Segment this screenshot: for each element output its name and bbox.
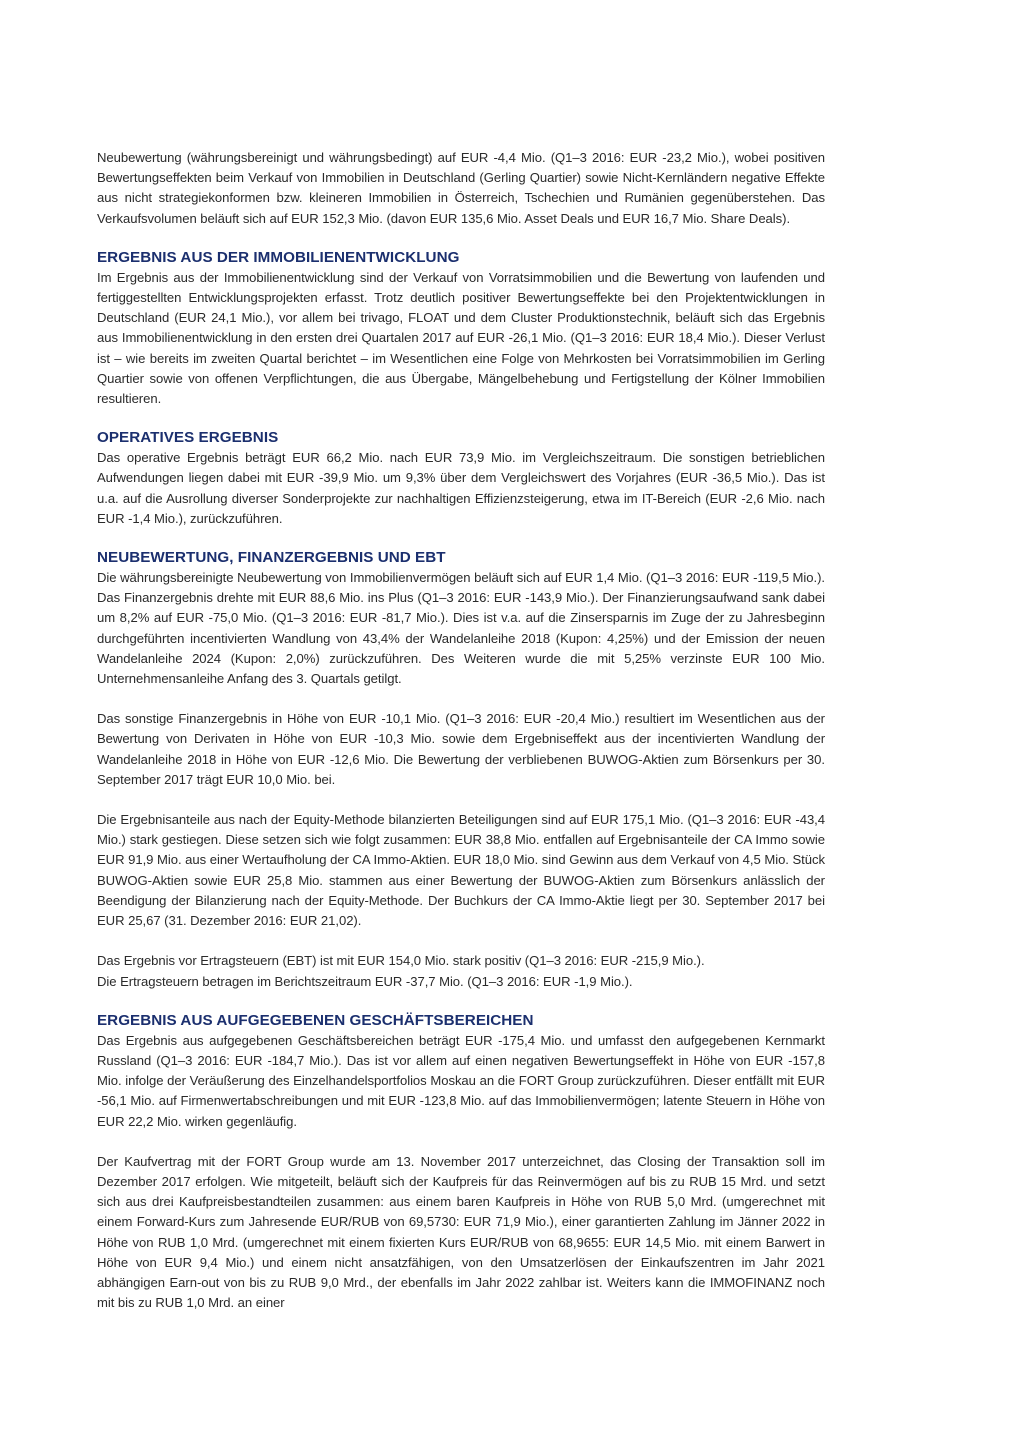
paragraph-neubewertung-2: Das sonstige Finanzergebnis in Höhe von EUR -10,1 Mio. (Q1–3 2016: EUR -20,4 Mio.) resultiert im Wesentlichen aus der Bewertung von Derivaten in Höhe von EUR -10,3 Mio. sowie dem Ergebniseffekt aus der incentivierten Wandlung der Wandelanleihe 2018 in Höhe von EUR -12,6 Mio. Die Bewertung der verbliebenen BUWOG-Aktien zum Börsenkurs per 30. September 2017 trägt EUR 10,0 Mio. bei. [97,711,825,787]
paragraph-aufgegebene-2: Der Kaufvertrag mit der FORT Group wurde am 13. November 2017 unterzeichnet, das Closing der Transaktion soll im Dezember 2017 erfolgen. Wie mitgeteilt, beläuft sich der Kaufpreis für das Reinvermögen auf bis zu RUB 15 Mrd. und setzt sich aus drei Kaufpreisbestandteilen zusammen: aus einem baren Kaufpreis in Höhe von RUB 5,0 Mrd. (umgerechnet mit einem Forward-Kurs zum Jahresende EUR/RUB von 69,5730: EUR 71,9 Mio.), einer garantierten Zahlung im Jänner 2022 in Höhe von RUB 1,0 Mrd. (umgerechnet mit einem fixierten Kurs EUR/RUB von 68,9655: EUR 14,5 Mio. mit einem Barwert in Höhe von EUR 9,4 Mio.) und einem nicht ansatzfähigen, von den Umsatzerlösen der Einkaufszentren im Jahr 2021 abhängigen Earn-out von bis zu RUB 9,0 Mrd., der ebenfalls im Jahr 2022 zahlbar ist. Weiters kann die IMMOFINANZ noch mit bis zu RUB 1,0 Mrd. an einer [97,1153,825,1311]
paragraph-operatives-ergebnis: Das operative Ergebnis beträgt EUR 66,2 Mio. nach EUR 73,9 Mio. im Vergleichszeitraum. Die sonstigen betrieblichen Aufwendungen liegen dabei mit EUR -39,9 Mio. um 9,3% über dem Vergleichswert des Vorjahres (EUR -36,5 Mio.). Das ist u.a. auf die Ausrollung diverser Sonderprojekte zur nachhaltigen Effizienzsteigerung, etwa im IT-Bereich (EUR -2,6 Mio. nach EUR -1,4 Mio.), zurückzuführen. [97,450,825,526]
paragraph-aufgegebene-1: Das Ergebnis aus aufgegebenen Geschäftsbereichen beträgt EUR -175,4 Mio. und umfasst den aufgegebenen Kernmarkt Russland (Q1–3 2016: EUR -184,7 Mio.). Das ist vor allem auf einen negativen Bewertungseffekt in Höhe von EUR -157,8 Mio. infolge der Veräußerung des Einzelhandelsportfolios Moskau an die FORT Group zurückzuführen. Dieser entfällt mit EUR -56,1 Mio. auf Firmenwertabschreibungen und mit EUR -123,8 Mio. auf das Immobilienvermögen; latente Steuern in Höhe von EUR 22,2 Mio. wirken gegenläufig. [97,1032,825,1129]
heading-operatives-ergebnis: OPERATIVES ERGEBNIS [97,429,279,447]
heading-immobilienentwicklung: ERGEBNIS AUS DER IMMOBILIENENTWICKLUNG [97,248,460,266]
heading-aufgegebene-geschaeftsbereiche: ERGEBNIS AUS AUFGEGEBENEN GESCHÄFTSBEREICHEN [97,1011,534,1029]
heading-neubewertung: NEUBEWERTUNG, FINANZERGEBNIS UND EBT [97,549,446,567]
paragraph-immobilienentwicklung: Im Ergebnis aus der Immobilienentwicklung sind der Verkauf von Vorratsimmobilien und die Bewertung von laufenden und fertiggestellten Entwicklungsprojekten erfasst. Trotz deutlich positiver Bewertungseffekte bei den Projektentwicklungen in Deutschland (EUR 24,1 Mio.), vor allem bei trivago, FLOAT und dem Cluster Produktionstechnik, beläuft sich das Ergebnis aus Immobilienentwicklung in den ersten drei Quartalen 2017 auf EUR -26,1 Mio. (Q1–3 2016: EUR 18,4 Mio.). Dieser Verlust ist – wie bereits im zweiten Quartal berichtet – im Wesentlichen eine Folge von Mehrkosten bei Vorratsimmobilien im Gerling Quartier sowie von offenen Verpflichtungen, die aus Übergabe, Mängelbehebung und Fertigstellung der Kölner Immobilien resultieren. [97,269,825,407]
paragraph-intro: Neubewertung (währungsbereinigt und währungsbedingt) auf EUR -4,4 Mio. (Q1–3 2016: EUR -23,2 Mio.), wobei positiven Bewertungseffekten beim Verkauf von Immobilien in Deutschland (Gerling Quartier) sowie Nicht-Kernländern negative Effekte aus nicht strategiekonformen bzw. kleineren Immobilien in Österreich, Tschechien und Rumänien gegenüberstehen. Das Verkaufsvolumen beläuft sich auf EUR 152,3 Mio. (davon EUR 135,6 Mio. Asset Deals und EUR 16,7 Mio. Share Deals). [97,150,825,226]
document-page [97,148,825,1313]
paragraph-neubewertung-1: Die währungsbereinigte Neubewertung von Immobilienvermögen beläuft sich auf EUR 1,4 Mio. (Q1–3 2016: EUR -119,5 Mio.). Das Finanzergebnis drehte mit EUR 88,6 Mio. ins Plus (Q1–3 2016: EUR -143,9 Mio.). Der Finanzierungsaufwand sank dabei um 8,2% auf EUR -75,0 Mio. (Q1–3 2016: EUR -81,7 Mio.). Dies ist v.a. auf die Zinsersparnis im Zuge der zu Jahresbeginn durchgeführten incentivierten Wandlung von 43,4% der Wandelanleihe 2018 (Kupon: 4,25%) und der Emission der neuen Wandelanleihe 2024 (Kupon: 2,0%) zurückzuführen. Des Weiteren wurde die mit 5,25% verzinste EUR 100 Mio. Unternehmensanleihe Anfang des 3. Quartals getilgt. [97,570,825,687]
paragraph-ertragsteuern: Die Ertragsteuern betragen im Berichtszeitraum EUR -37,7 Mio. (Q1–3 2016: EUR -1,9 Mio.). [97,973,633,989]
paragraph-neubewertung-3: Die Ergebnisanteile aus nach der Equity-Methode bilanzierten Beteiligungen sind auf EUR 175,1 Mio. (Q1–3 2016: EUR -43,4 Mio.) stark gestiegen. Diese setzen sich wie folgt zusammen: EUR 38,8 Mio. entfallen auf Ergebnisanteile der CA Immo sowie EUR 91,9 Mio. aus einer Wertaufholung der CA Immo-Aktien. EUR 18,0 Mio. sind Gewinn aus dem Verkauf von 4,5 Mio. Stück BUWOG-Aktien sowie EUR 25,8 Mio. stammen aus einer Bewertung der BUWOG-Aktien zum Börsenkurs anlässlich der Beendigung der Bilanzierung nach der Equity-Methode. Der Buchkurs der CA Immo-Aktie liegt per 30. September 2017 bei EUR 25,67 (31. Dezember 2016: EUR 21,02). [97,812,825,929]
paragraph-ebt: Das Ergebnis vor Ertragsteuern (EBT) ist mit EUR 154,0 Mio. stark positiv (Q1–3 2016: EUR -215,9 Mio.). [97,953,705,969]
